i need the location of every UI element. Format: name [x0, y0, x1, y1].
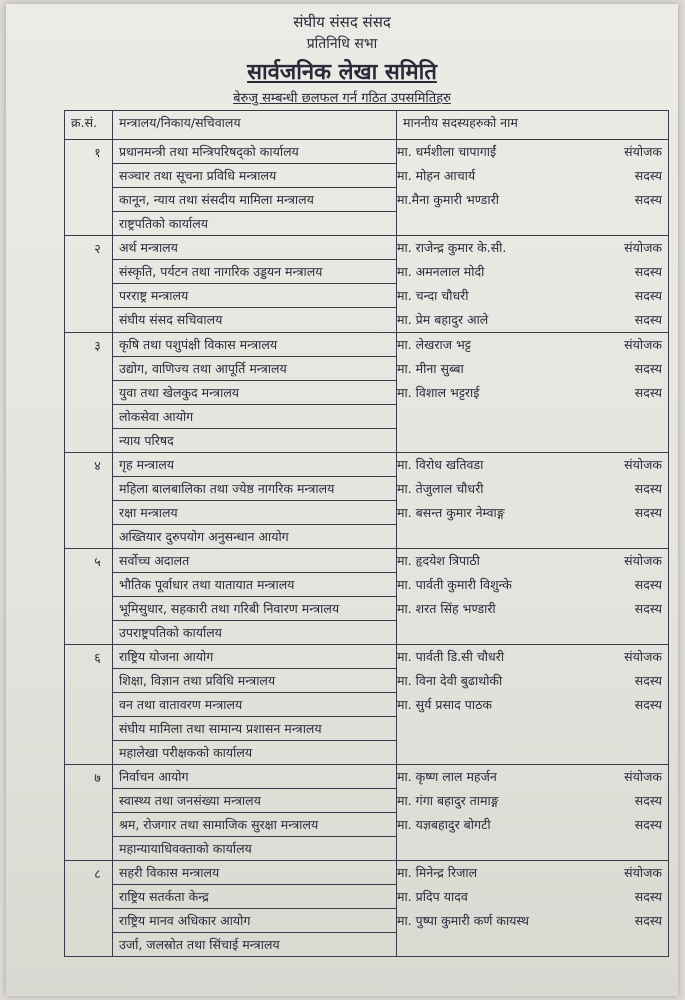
member-name: मा. मिनेन्द्र रिजाल	[397, 865, 478, 880]
ministry-cell	[113, 549, 397, 645]
table-row	[65, 861, 669, 957]
table-body	[65, 140, 669, 957]
ministry-item: राष्ट्रिय सतर्कता केन्द्र	[113, 885, 396, 909]
serial-cell	[65, 645, 113, 765]
member-name: मा. बसन्त कुमार नेम्वाङ्ग	[397, 505, 505, 520]
ministry-item: राष्ट्रिय योजना आयोग	[113, 645, 396, 669]
member-row	[397, 381, 668, 405]
subcommittee-table	[64, 110, 669, 957]
member-name: मा. सुर्य प्रसाद पाठक	[397, 697, 492, 712]
member-name: मा. पार्वती डि.सी चौधरी	[397, 649, 505, 664]
member-name: मा. प्रदिप यादव	[397, 889, 468, 904]
serial-cell	[65, 549, 113, 645]
serial-number: ४	[94, 458, 101, 473]
ministry-item: उपराष्ट्रपतिको कार्यालय	[119, 625, 222, 640]
table-row	[65, 140, 669, 236]
ministry-item: सहरी विकास मन्त्रालय	[113, 861, 396, 885]
ministry-header: मन्त्रालय/निकाय/सचिवालय	[113, 111, 397, 140]
member-name: मा. पार्वती कुमारी विशुन्के	[397, 577, 512, 592]
member-row	[397, 885, 668, 909]
table-row	[65, 645, 669, 765]
member-name: मा. अमनलाल मोदी	[397, 264, 485, 279]
member-role: सदस्य	[634, 168, 662, 183]
member-row	[397, 669, 668, 693]
header-line-1: संघीय संसद संसद	[293, 13, 391, 31]
serial-number: ६	[94, 650, 101, 665]
member-row	[397, 260, 668, 284]
member-name: मा. पुष्पा कुमारी कर्ण कायस्थ	[397, 913, 530, 928]
table-row	[65, 453, 669, 549]
ministry-cell	[113, 765, 397, 861]
members-cell	[397, 333, 669, 453]
member-row	[397, 284, 668, 308]
member-name: मा. हृदयेश त्रिपाठी	[397, 553, 480, 568]
ministry-item: अख्तियार दुरुपयोग अनुसन्धान आयोग	[119, 529, 289, 544]
member-row	[397, 164, 668, 188]
member-row	[397, 909, 668, 933]
ministry-item: संस्कृति, पर्यटन तथा नागरिक उड्डयन मन्त्रालय	[113, 260, 396, 284]
member-name: मा. विशाल भट्टराई	[397, 385, 480, 400]
member-role: संयोजक	[624, 337, 662, 352]
ministry-item: लोकसेवा आयोग	[113, 405, 396, 429]
member-name: मा. विरोध खतिवडा	[397, 457, 484, 472]
member-name: मा. कृष्ण लाल महर्जन	[397, 769, 497, 784]
table-row	[65, 549, 669, 645]
serial-number: ७	[94, 770, 101, 785]
ministry-cell	[113, 453, 397, 549]
ministry-item: सर्वोच्च अदालत	[113, 549, 396, 573]
ministry-cell	[113, 645, 397, 765]
ministry-item: वन तथा वातावरण मन्त्रालय	[113, 693, 396, 717]
serial-number: २	[94, 241, 101, 256]
member-role: सदस्य	[634, 697, 662, 712]
member-name: मा. गंगा बहादुर तामाङ्ग	[397, 793, 499, 808]
member-row	[397, 453, 668, 477]
member-role: सदस्य	[634, 889, 662, 904]
ministry-item: महिला बालबालिका तथा ज्येष्ठ नागरिक मन्त्रालय	[113, 477, 396, 501]
member-row	[397, 501, 668, 525]
member-role: संयोजक	[624, 649, 662, 664]
serial-cell	[65, 333, 113, 453]
serial-number: ५	[94, 554, 101, 569]
ministry-item: सञ्चार तथा सूचना प्रविधि मन्त्रालय	[113, 164, 396, 188]
ministry-cell	[113, 236, 397, 333]
member-name: मा. राजेन्द्र कुमार के.सी.	[397, 240, 507, 255]
member-role: संयोजक	[624, 144, 662, 159]
member-name: मा. मोहन आचार्य	[397, 168, 476, 183]
table-row	[65, 333, 669, 453]
member-row	[397, 140, 668, 164]
ministry-item: भूमिसुधार, सहकारी तथा गरिबी निवारण मन्त्रालय	[113, 597, 396, 621]
ministry-item: अर्थ मन्त्रालय	[113, 236, 396, 260]
member-row	[397, 861, 668, 885]
members-header: माननीय सदस्यहरुको नाम	[397, 111, 669, 140]
members-cell	[397, 861, 669, 957]
ministry-item: महालेखा परीक्षकको कार्यालय	[119, 745, 253, 760]
member-role: संयोजक	[624, 769, 662, 784]
member-row	[397, 549, 668, 573]
ministry-item: महान्यायाधिवक्ताको कार्यालय	[119, 841, 252, 856]
member-row	[397, 357, 668, 381]
ministry-item: उर्जा, जलस्रोत तथा सिंचाई मन्त्रालय	[119, 937, 280, 952]
ministry-item: युवा तथा खेलकुद मन्त्रालय	[113, 381, 396, 405]
member-role: सदस्य	[634, 673, 662, 688]
member-row	[397, 477, 668, 501]
table-row	[65, 765, 669, 861]
ministry-item: न्याय परिषद	[119, 433, 174, 448]
member-name: मा. विना देवी बुढाथोकी	[397, 673, 503, 688]
member-row	[397, 597, 668, 621]
ministry-item: राष्ट्रपतिको कार्यालय	[119, 216, 208, 231]
member-name: मा. यज्ञबहादुर बोगटी	[397, 817, 491, 832]
header-line-2: प्रतिनिधि सभा	[306, 36, 378, 52]
member-role: सदस्य	[634, 264, 662, 279]
member-role: संयोजक	[624, 865, 662, 880]
serial-cell	[65, 140, 113, 236]
members-cell	[397, 645, 669, 765]
document-title: सार्वजनिक लेखा समिति	[247, 60, 437, 85]
document-page	[6, 4, 678, 996]
member-row	[397, 813, 668, 837]
ministry-item: गृह मन्त्रालय	[113, 453, 396, 477]
member-row	[397, 765, 668, 789]
ministry-item: श्रम, रोजगार तथा सामाजिक सुरक्षा मन्त्रालय	[113, 813, 396, 837]
member-role: सदस्य	[634, 913, 662, 928]
member-role: सदस्य	[634, 288, 662, 303]
ministry-cell	[113, 333, 397, 453]
member-row	[397, 236, 668, 260]
member-row	[397, 789, 668, 813]
member-role: सदस्य	[634, 481, 662, 496]
member-name: मा. धर्मशीला चापागाईं	[397, 144, 497, 159]
members-cell	[397, 549, 669, 645]
member-row	[397, 333, 668, 357]
member-name: मा. शरत सिंह भण्डारी	[397, 601, 496, 616]
member-role: सदस्य	[634, 361, 662, 376]
member-role: संयोजक	[624, 553, 662, 568]
member-name: मा.मैना कुमारी भण्डारी	[397, 192, 499, 207]
members-cell	[397, 765, 669, 861]
member-row	[397, 645, 668, 669]
member-role: सदस्य	[634, 385, 662, 400]
document-subtitle: बेरुजु सम्बन्धी छलफल गर्न गठित उपसमितिहरु	[233, 91, 451, 106]
serial-number: १	[94, 145, 101, 160]
member-row	[397, 693, 668, 717]
member-name: मा. तेजुलाल चौधरी	[397, 481, 484, 496]
ministry-item: संघीय मामिला तथा सामान्य प्रशासन मन्त्रालय	[113, 717, 396, 741]
serial-cell	[65, 765, 113, 861]
ministry-item: कानून, न्याय तथा संसदीय मामिला मन्त्रालय	[113, 188, 396, 212]
ministry-item: उद्योग, वाणिज्य तथा आपूर्ति मन्त्रालय	[113, 357, 396, 381]
members-cell	[397, 140, 669, 236]
ministry-item: भौतिक पूर्वाधार तथा यातायात मन्त्रालय	[113, 573, 396, 597]
member-role: सदस्य	[634, 817, 662, 832]
member-role: सदस्य	[634, 793, 662, 808]
member-name: मा. लेखराज भट्ट	[397, 337, 471, 352]
ministry-item: स्वास्थ्य तथा जनसंख्या मन्त्रालय	[113, 789, 396, 813]
member-role: सदस्य	[634, 601, 662, 616]
ministry-item: निर्वाचन आयोग	[113, 765, 396, 789]
member-role: सदस्य	[634, 505, 662, 520]
member-row	[397, 188, 668, 212]
member-role: सदस्य	[634, 577, 662, 592]
ministry-cell	[113, 861, 397, 957]
ministry-item: परराष्ट्र मन्त्रालय	[113, 284, 396, 308]
serial-number: ८	[94, 866, 101, 881]
table-header-row	[65, 111, 669, 140]
ministry-item: राष्ट्रिय मानव अधिकार आयोग	[113, 909, 396, 933]
serial-cell	[65, 861, 113, 957]
member-role: संयोजक	[624, 240, 662, 255]
member-role: सदस्य	[634, 192, 662, 207]
member-name: मा. मीना सुब्बा	[397, 361, 464, 376]
member-role: संयोजक	[624, 457, 662, 472]
ministry-cell	[113, 140, 397, 236]
member-row	[397, 573, 668, 597]
serial-cell	[65, 236, 113, 333]
ministry-item: शिक्षा, विज्ञान तथा प्रविधि मन्त्रालय	[113, 669, 396, 693]
member-name: मा. प्रेम बहादुर आले	[397, 312, 489, 327]
members-cell	[397, 453, 669, 549]
serial-number: ३	[94, 338, 101, 353]
member-name: मा. चन्दा चौधरी	[397, 288, 469, 303]
ministry-item: संघीय संसद सचिवालय	[119, 312, 223, 327]
ministry-item: प्रधानमन्त्री तथा मन्त्रिपरिषद्को कार्यालय	[113, 140, 396, 164]
ministry-item: कृषि तथा पशुपंक्षी विकास मन्त्रालय	[113, 333, 396, 357]
member-row	[397, 308, 668, 332]
table-row	[65, 236, 669, 333]
member-role: सदस्य	[634, 312, 662, 327]
serial-header: क्र.सं.	[65, 111, 113, 140]
ministry-item: रक्षा मन्त्रालय	[113, 501, 396, 525]
members-cell	[397, 236, 669, 333]
serial-cell	[65, 453, 113, 549]
